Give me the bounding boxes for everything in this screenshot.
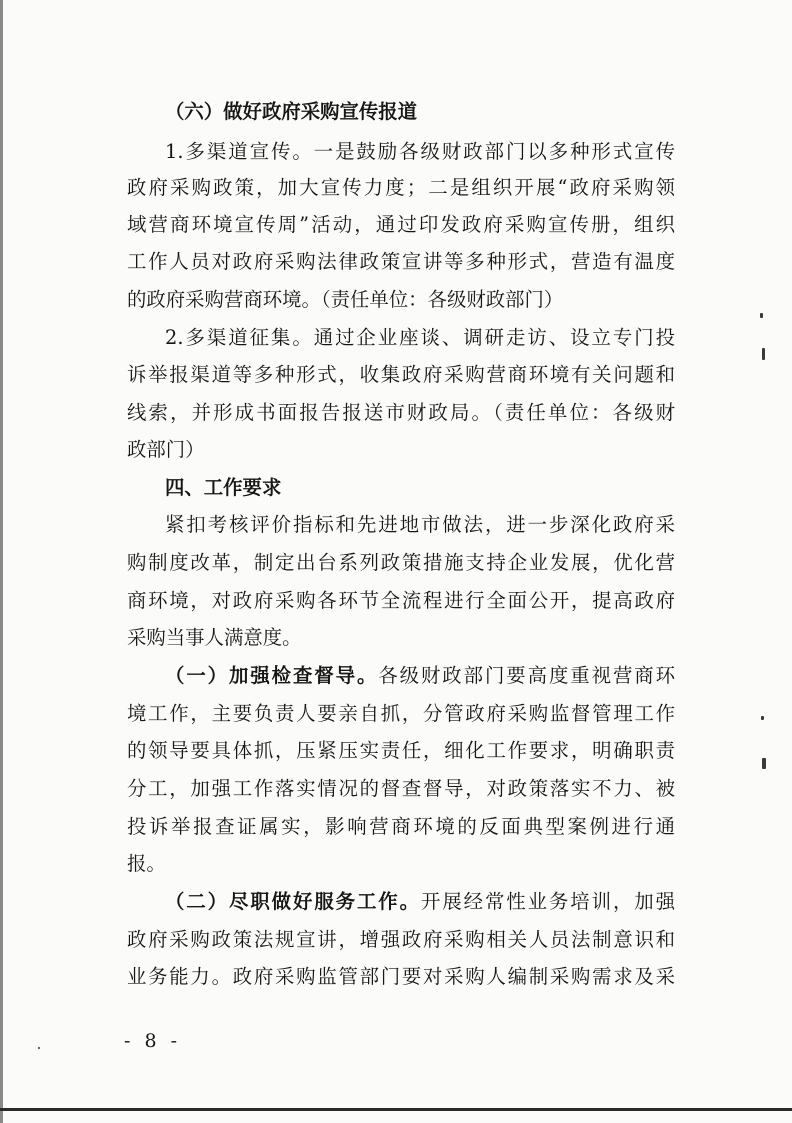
p4-lead-heading: （一）加强检查督导。 [165,664,379,687]
p5-line2: 政府采购政策法规宣讲，增强政府采购相关人员法制意识和 [127,928,675,951]
p3-line2: 购制度改革，制定出台系列政策措施支持企业发展，优化营 [127,551,675,574]
p2-line2: 诉举报渠道等多种形式，收集政府采购营商环境有关问题和 [127,363,675,386]
p1-line4: 工作人员对政府采购法律政策宣讲等多种形式，营造有温度 [127,250,675,273]
section6-title: （六）做好政府采购宣传报道 [165,100,418,123]
p3-line3: 商环境，对政府采购各环节全流程进行全面公开，提高政府 [127,589,675,612]
scan-speck [760,313,763,318]
p4-line1-text: 各级财政部门要高度重视营商环 [378,664,676,687]
p4-line2: 境工作，主要负责人要亲自抓，分管政府采购监督管理工作 [127,702,675,725]
p4-line3: 的领导要具体抓，压紧压实责任，细化工作要求，明确职责 [127,739,675,762]
p4-line4: 分工，加强工作落实情况的督查督导，对政策落实不力、被 [127,777,675,800]
p3-line1: 紧扣考核评价指标和先进地市做法，进一步深化政府采 [165,513,675,536]
section4-title: 四、工作要求 [165,476,282,499]
scan-speck [38,1047,40,1049]
p2-line1: 2.多渠道征集。通过企业座谈、调研走访、设立专门投 [165,326,675,349]
page-number: - 8 - [124,1030,182,1052]
p4-line5: 投诉举报查证属实，影响营商环境的反面典型案例进行通 [127,815,675,838]
p5-line1 [165,884,675,920]
scan-speck [761,716,764,720]
p4-line1 [165,658,675,694]
p2-line4: 政部门） [127,438,205,461]
p2-line3: 线索，并形成书面报告报送市财政局。（责任单位：各级财 [127,401,675,424]
p5-line1-text: 开展经常性业务培训，加强 [420,890,676,913]
scan-speck [762,758,766,769]
p1-line5: 的政府采购营商环境。（责任单位：各级财政部门） [127,288,564,311]
p3-line4: 采购当事人满意度。 [127,626,302,649]
p1-line1: 1.多渠道宣传。一是鼓励各级财政部门以多种形式宣传 [165,140,675,163]
p1-line3: 域营商环境宣传周”活动，通过印发政府采购宣传册，组织 [127,213,675,236]
p5-line3: 业务能力。政府采购监管部门要对采购人编制采购需求及采 [127,965,675,988]
p4-line6: 报。 [127,852,166,875]
p1-line2: 政府采购政策，加大宣传力度；二是组织开展“政府采购领 [127,176,675,199]
scan-speck [762,348,765,360]
scan-bottom-edge [0,1108,792,1111]
scan-left-edge [0,0,3,1123]
p5-lead-heading: （二）尽职做好服务工作。 [165,890,421,913]
